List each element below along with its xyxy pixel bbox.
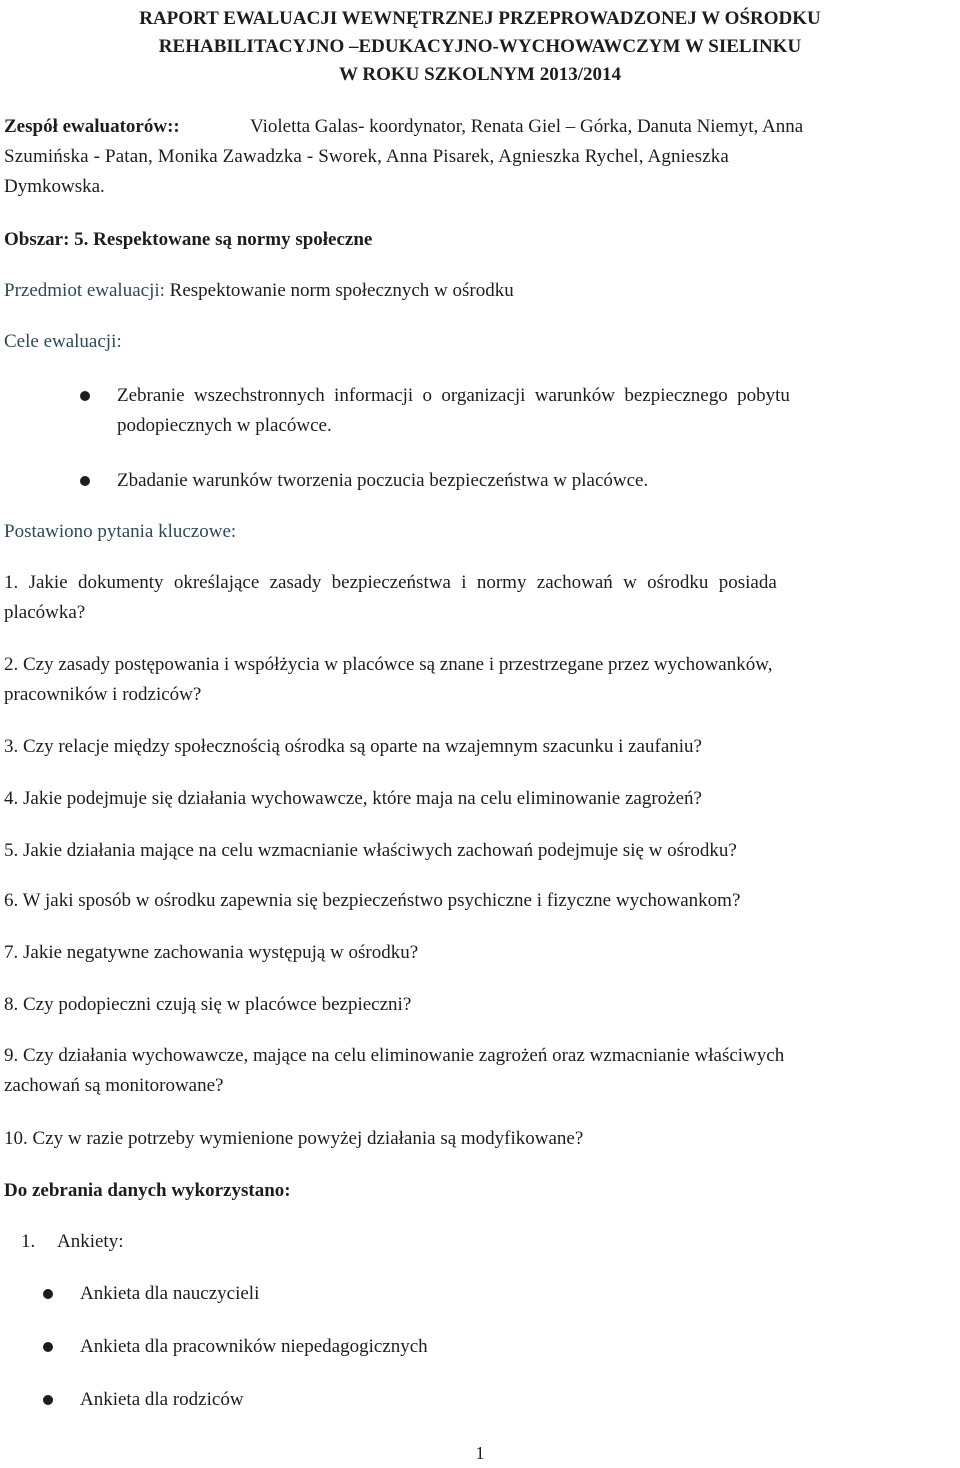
- bullet-icon: [80, 476, 90, 486]
- goal-item-1-line-1: Zebranie wszechstronnych informacji o organizacji warunków bezpiecznego pobytu: [117, 385, 790, 406]
- bullet-icon: [43, 1395, 53, 1405]
- title-line-3: W ROKU SZKOLNYM 2013/2014: [338, 64, 622, 85]
- bullet-icon: [43, 1342, 53, 1352]
- team-label: Zespół ewaluatorów::: [4, 116, 180, 137]
- question-1-line-2: placówka?: [4, 602, 86, 623]
- question-10: 10. Czy w razie potrzeby wymienione powyżej działania są modyfikowane?: [4, 1128, 584, 1149]
- page-number: 1: [475, 1443, 485, 1463]
- questions-heading: Postawiono pytania kluczowe:: [4, 521, 237, 542]
- question-7: 7. Jakie negatywne zachowania występują w ośrodku?: [4, 942, 419, 963]
- question-2-line-1: 2. Czy zasady postępowania i współżycia w placówce są znane i przestrzegane przez wychowanków,: [4, 654, 773, 675]
- team-names-3: Dymkowska.: [4, 176, 105, 197]
- survey-number: 1.: [21, 1231, 36, 1252]
- question-4: 4. Jakie podejmuje się działania wychowawcze, które maja na celu eliminowanie zagrożeń?: [4, 788, 702, 809]
- team-names-1: Violetta Galas- koordynator, Renata Giel – Górka, Danuta Niemyt, Anna: [250, 116, 804, 137]
- survey-section: [21, 1227, 124, 1257]
- team-line-1: [4, 112, 956, 142]
- question-3: 3. Czy relacje między społecznością ośrodka są oparte na wzajemnym szacunku i zaufaniu?: [4, 736, 702, 757]
- question-1-line-1: 1. Jakie dokumenty określające zasady bezpieczeństwa i normy zachowań w ośrodku posiada: [4, 572, 777, 593]
- question-9-line-1: 9. Czy działania wychowawcze, mające na celu eliminowanie zagrożeń oraz wzmacnianie właściwych: [4, 1045, 785, 1066]
- question-9-line-2: zachowań są monitorowane?: [4, 1075, 224, 1096]
- goals-heading: Cele ewaluacji:: [4, 331, 122, 352]
- team-names-2: Szumińska - Patan, Monika Zawadzka - Sworek, Anna Pisarek, Agnieszka Rychel, Agnieszka: [4, 146, 730, 167]
- title-line-2: REHABILITACYJNO –EDUKACYJNO-WYCHOWAWCZYM W SIELINKU: [158, 36, 802, 57]
- subject-value: Respektowanie norm społecznych w ośrodku: [169, 280, 514, 301]
- bullet-icon: [80, 391, 90, 401]
- question-8: 8. Czy podopieczni czują się w placówce bezpieczni?: [4, 994, 412, 1015]
- survey-item: Ankieta dla nauczycieli: [80, 1283, 260, 1304]
- question-5: 5. Jakie działania mające na celu wzmacnianie właściwych zachowań podejmuje się w ośrodku?: [4, 840, 737, 861]
- bullet-icon: [43, 1289, 53, 1299]
- survey-label: Ankiety:: [57, 1231, 124, 1252]
- goal-item-2: Zbadanie warunków tworzenia poczucia bezpieczeństwa w placówce.: [117, 470, 649, 491]
- area-heading: Obszar: 5. Respektowane są normy społeczne: [4, 229, 373, 250]
- title-line-1: RAPORT EWALUACJI WEWNĘTRZNEJ PRZEPROWADZONEJ W OŚRODKU: [139, 8, 821, 29]
- data-collection-heading: Do zebrania danych wykorzystano:: [4, 1180, 291, 1201]
- evaluation-subject: [4, 276, 956, 306]
- survey-item: Ankieta dla rodziców: [80, 1389, 244, 1410]
- question-6: 6. W jaki sposób w ośrodku zapewnia się bezpieczeństwo psychiczne i fizyczne wychowankom?: [4, 890, 741, 911]
- subject-label: Przedmiot ewaluacji:: [4, 280, 165, 301]
- question-2-line-2: pracowników i rodziców?: [4, 684, 202, 705]
- goal-item-1-line-2: podopiecznych w placówce.: [117, 415, 332, 436]
- survey-item: Ankieta dla pracowników niepedagogicznych: [80, 1336, 428, 1357]
